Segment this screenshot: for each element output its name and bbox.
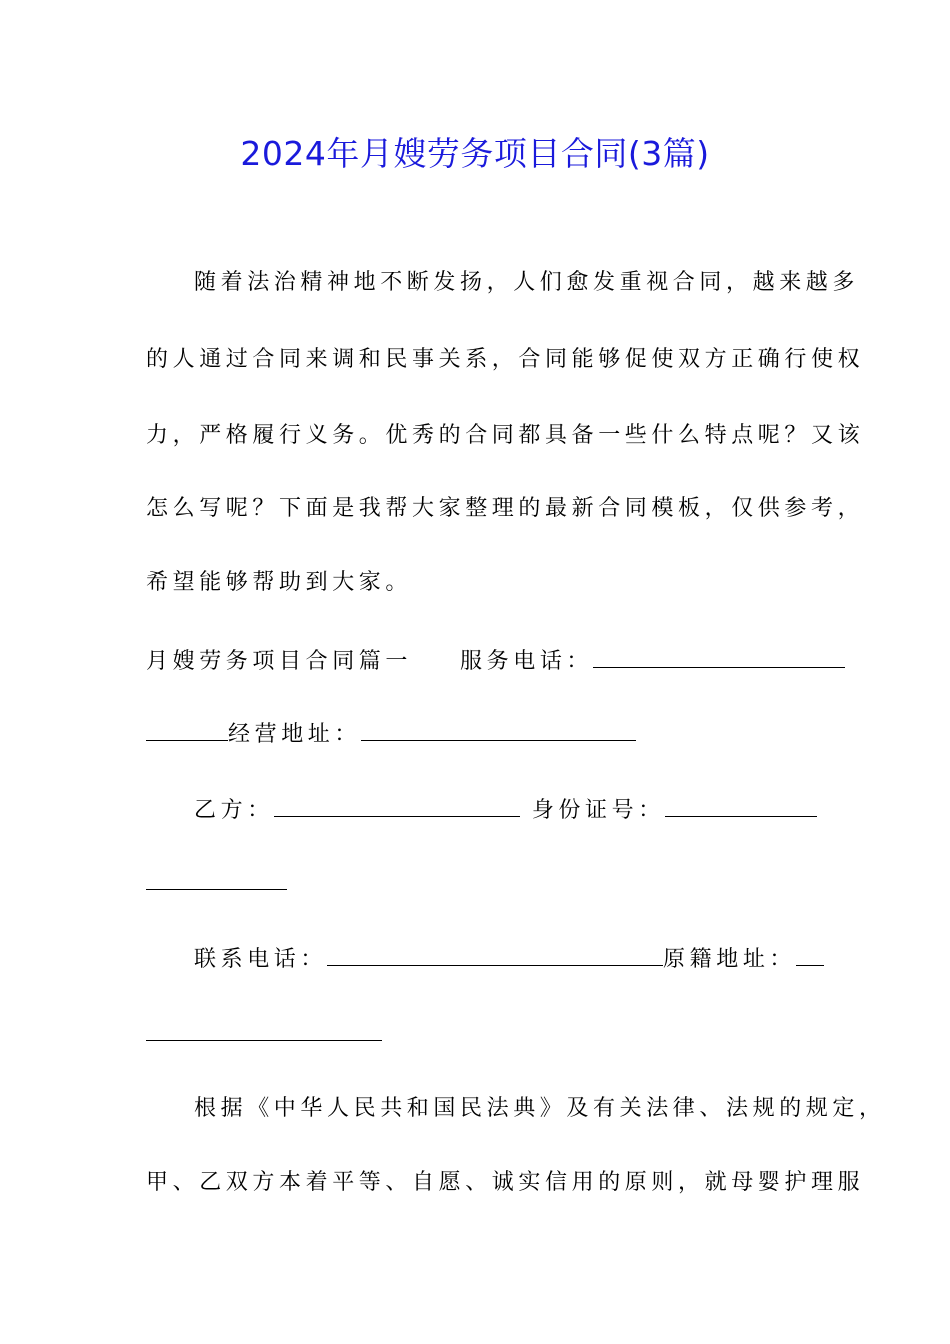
service-phone-blank-continued[interactable] [146,718,228,741]
document-title: 2024年月嫂劳务项目合同(3篇) [240,134,710,173]
contact-phone-row [194,943,824,975]
party-b-label: 乙方： [194,798,274,823]
native-address-label: 原籍地址： [663,947,797,972]
intro-line-5: 希望能够帮助到大家。 [146,570,413,595]
business-address-blank[interactable] [361,718,636,741]
section-heading: 月嫂劳务项目合同篇一 [146,649,413,674]
intro-line-4: 怎么写呢？下面是我帮大家整理的最新合同模板，仅供参考， [146,496,865,521]
party-b-row [194,794,817,826]
service-phone-label: 服务电话： [460,649,594,674]
intro-line-2: 的人通过合同来调和民事关系，合同能够促使双方正确行使权 [146,347,865,372]
party-b-blank[interactable] [274,794,520,817]
body-line-1: 根据《中华人民共和国民法典》及有关法律、法规的规定， [194,1096,886,1121]
business-address-label: 经营地址： [228,722,362,747]
id-number-blank[interactable] [665,794,817,817]
id-number-blank-continued[interactable] [146,867,287,890]
section-heading-row [146,645,845,677]
service-phone-blank[interactable] [593,645,845,668]
native-address-blank-continued[interactable] [146,1018,382,1041]
intro-line-1: 随着法治精神地不断发扬，人们愈发重视合同，越来越多 [194,270,860,295]
id-number-label: 身份证号： [531,798,665,823]
id-number-continued-row [146,867,287,899]
business-address-row [146,718,636,750]
contact-phone-blank[interactable] [327,943,663,966]
contact-phone-label: 联系电话： [194,947,328,972]
intro-line-3: 力，严格履行义务。优秀的合同都具备一些什么特点呢？又该 [146,423,865,448]
body-line-2: 甲、乙双方本着平等、自愿、诚实信用的原则，就母婴护理服 [146,1170,865,1195]
native-address-continued-row [146,1018,382,1050]
native-address-blank[interactable] [796,943,824,966]
